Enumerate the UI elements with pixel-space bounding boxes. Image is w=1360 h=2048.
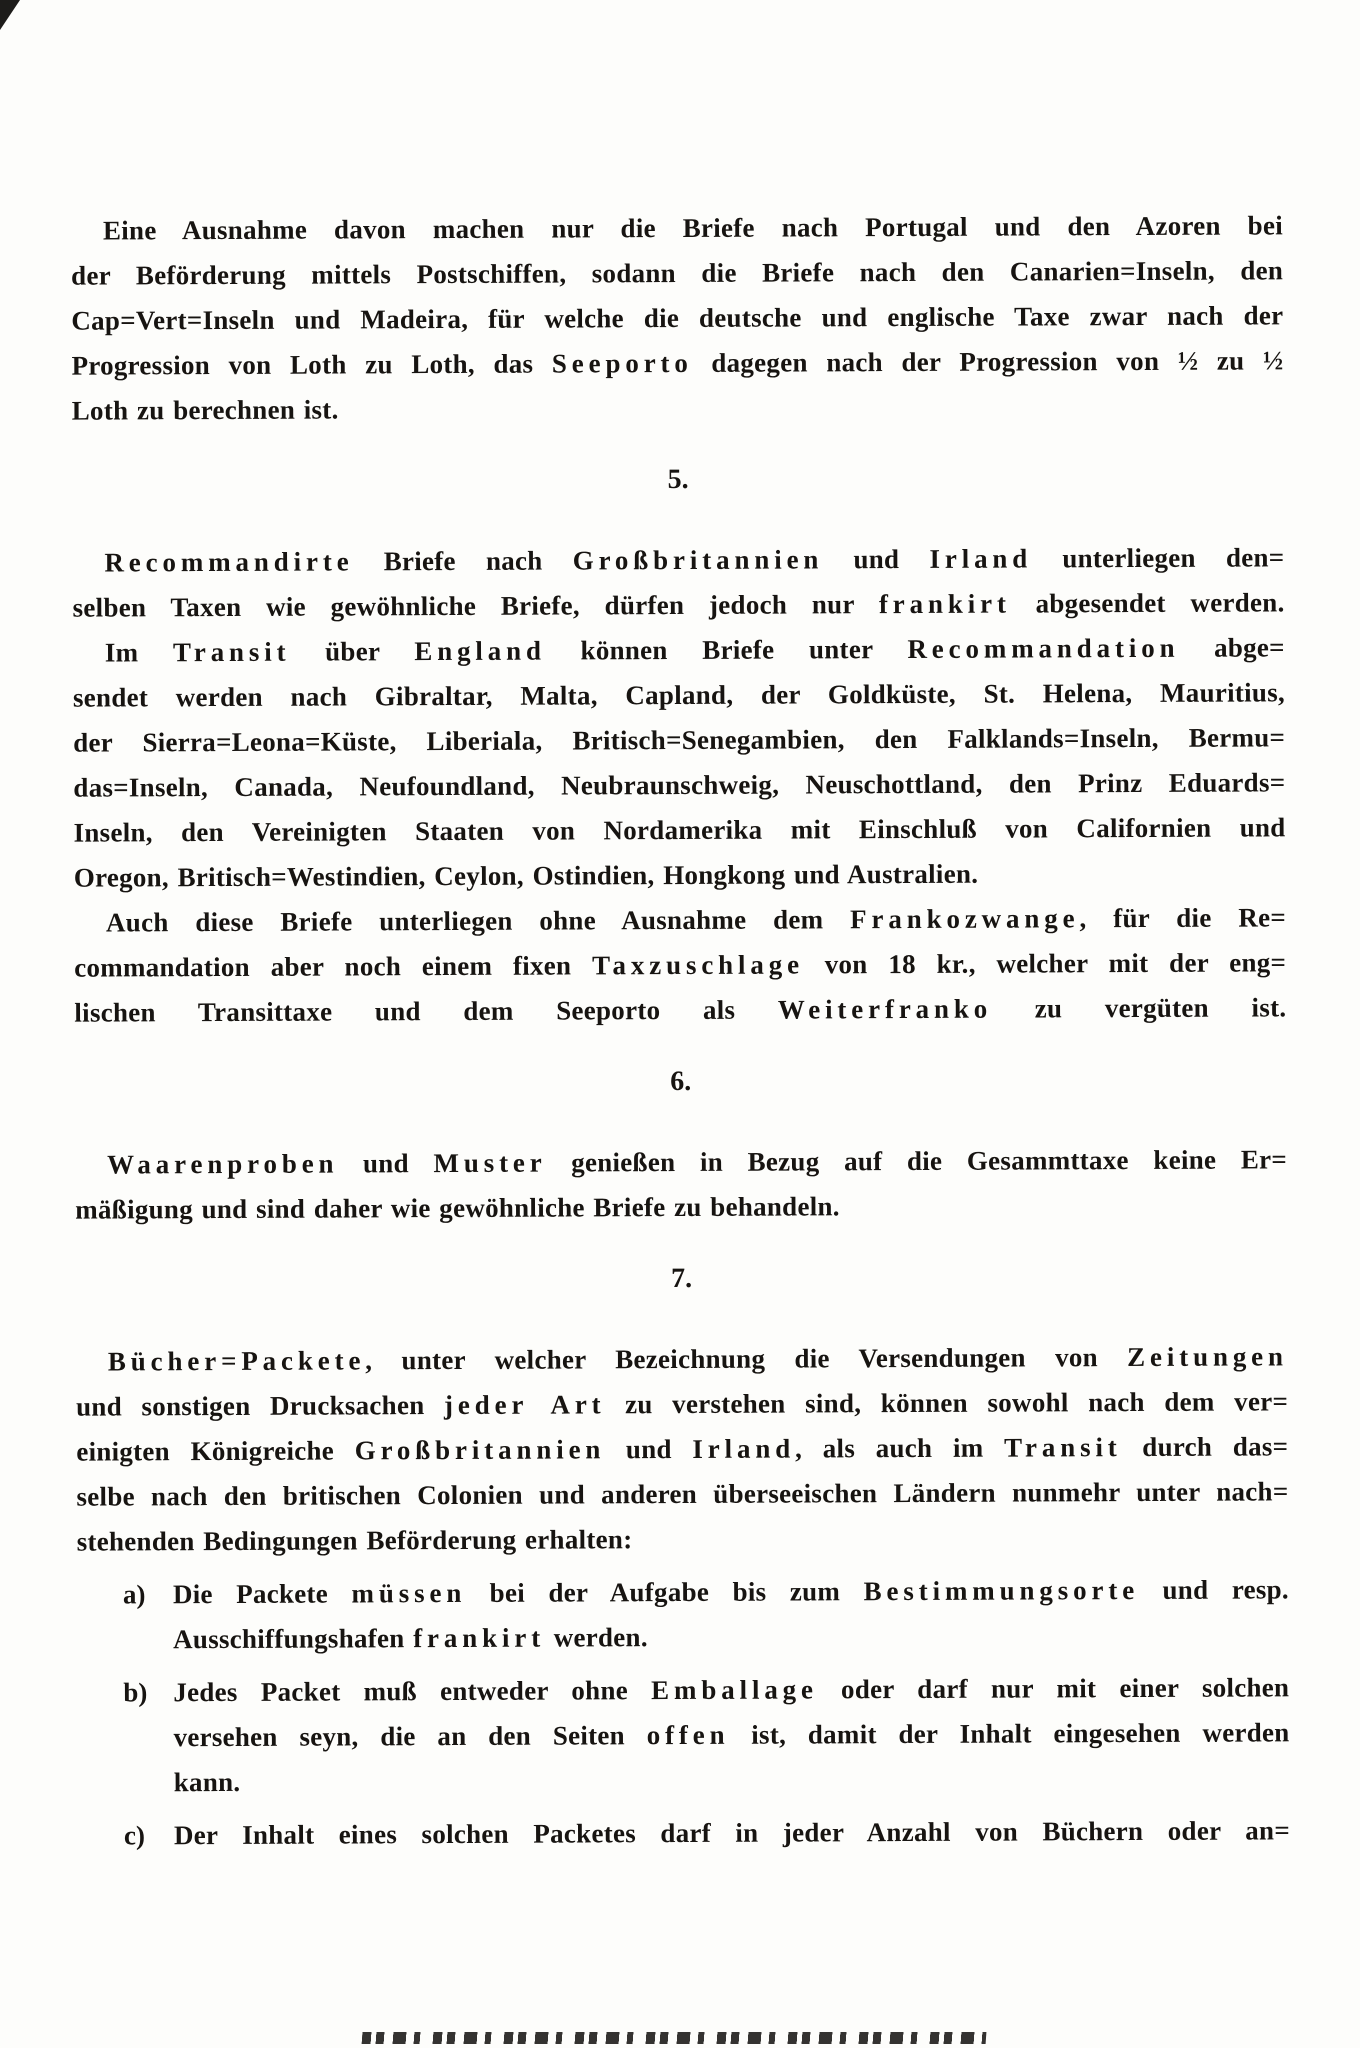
- letterspaced-word: Zeitungen: [1127, 1341, 1288, 1373]
- letterspaced-word: Großbritannien: [354, 1434, 606, 1466]
- letterspaced-word: Waarenproben: [106, 1148, 339, 1180]
- text-line: Oregon, Britisch=Westindien, Ceylon, Ostindien, Hongkong und Australien.: [73, 858, 979, 893]
- section-number: 6.: [670, 1065, 692, 1098]
- text-line: stehenden Bedingungen Beförderung erhalten:: [76, 1524, 633, 1557]
- letterspaced-word: Bestimmungsorte: [863, 1575, 1140, 1607]
- letterspaced-word: Weiterfranko: [777, 993, 993, 1025]
- text-line: Inseln, den Vereinigten Staaten von Nordamerika mit Einschluß von Californien und: [73, 812, 1286, 848]
- list-marker: c): [123, 1820, 146, 1851]
- text-line: selbe nach den britischen Colonien und anderen überseeischen Ländern nunmehr unter nach=: [76, 1476, 1289, 1512]
- list-item: [78, 1808, 1290, 1858]
- text-line: der Beförderung mittels Postschiffen, sodann die Briefe nach den Canarien=Inseln, den: [71, 255, 1284, 291]
- section-number: 5.: [667, 463, 689, 496]
- text-line: der Sierra=Leona=Küste, Liberiala, Britisch=Senegambien, den Falklands=Inseln, Bermu=: [73, 722, 1286, 758]
- letterspaced-word: Irland: [692, 1433, 796, 1464]
- text-line: selben Taxen wie gewöhnliche Briefe, dürfen jedoch nur frankirt abgesendet werden.: [72, 587, 1285, 623]
- text-line: Jedes Packet muß entweder ohne Emballage oder darf nur mit einer solchen: [173, 1672, 1290, 1708]
- text-block: [70, 0, 1290, 1859]
- text-line: sendet werden nach Gibraltar, Malta, Capland, der Goldküste, St. Helena, Mauritius,: [72, 677, 1286, 713]
- text-line: kann.: [173, 1766, 241, 1798]
- text-line: commandation aber noch einem fixen Taxzuschlage von 18 kr., welcher mit der eng=: [74, 947, 1287, 983]
- letterspaced-word: jeder Art: [443, 1389, 606, 1421]
- paragraph: [73, 625, 1286, 900]
- section-number: 7.: [670, 1262, 693, 1295]
- text-line: lischen Transittaxe und dem Seeporto als Weiterfranko zu vergüten ist.: [74, 992, 1287, 1028]
- text-line: das=Inseln, Canada, Neufoundland, Neubraunschweig, Neuschottland, den Prinz Eduards=: [73, 767, 1286, 803]
- cutoff-text-line: [362, 2032, 987, 2044]
- paragraph: [74, 895, 1287, 1035]
- text-line: Ausschiffungshafen frankirt werden.: [173, 1622, 648, 1655]
- letterspaced-word: Seeporto: [551, 347, 693, 379]
- letterspaced-word: Bücher=Packete: [107, 1345, 366, 1377]
- list-marker: b): [123, 1677, 148, 1708]
- letterspaced-word: Irland: [929, 543, 1033, 574]
- text-line: Loth zu berechnen ist.: [71, 394, 339, 426]
- letterspaced-word: offen: [646, 1719, 730, 1751]
- text-line: Die Packete müssen bei der Aufgabe bis zum Bestimmungsorte und resp.: [172, 1574, 1289, 1610]
- list-marker: a): [122, 1579, 146, 1610]
- paragraph: [72, 535, 1284, 630]
- letterspaced-word: Emballage: [651, 1674, 818, 1706]
- list-item: [77, 1567, 1289, 1662]
- scan-corner-artifact: [0, 0, 20, 30]
- text-line: einigten Königreiche Großbritannien und Irland, als auch im Transit durch das=: [76, 1431, 1289, 1467]
- text-line: Bücher=Packete, unter welcher Bezeichnung die Versendungen von Zeitungen: [107, 1341, 1288, 1377]
- text-line: Eine Ausnahme davon machen nur die Briefe nach Portugal und den Azoren bei: [102, 210, 1284, 246]
- text-line: Waarenproben und Muster genießen in Bezug auf die Gesammttaxe keine Er=: [106, 1144, 1288, 1180]
- letterspaced-word: Taxzuschlage: [592, 949, 804, 981]
- letterspaced-word: frankirt: [413, 1622, 546, 1654]
- letterspaced-word: Recommandirte: [104, 546, 354, 578]
- list-item: [77, 1665, 1290, 1805]
- letterspaced-word: Transit: [1004, 1432, 1122, 1463]
- letterspaced-word: Frankozwange: [850, 903, 1080, 935]
- text-line: und sonstigen Drucksachen jeder Art zu verstehen sind, können sowohl nach dem ver=: [76, 1386, 1289, 1422]
- paragraph: [71, 203, 1284, 433]
- text-line: Recommandirte Briefe nach Großbritannien und Irland unterliegen den=: [104, 542, 1285, 578]
- text-line: Der Inhalt eines solchen Packetes darf in jeder Anzahl von Büchern oder an=: [173, 1815, 1291, 1851]
- letterspaced-word: frankirt: [878, 588, 1011, 620]
- text-line: mäßigung und sind daher wie gewöhnliche Briefe zu behandeln.: [75, 1191, 840, 1225]
- letterspaced-word: Muster: [433, 1147, 547, 1179]
- letterspaced-word: England: [414, 635, 546, 667]
- paragraph: [76, 1334, 1289, 1564]
- text-line: Auch diese Briefe unterliegen ohne Ausnahme dem Frankozwange, für die Re=: [105, 902, 1287, 938]
- text-line: Progression von Loth zu Loth, das Seeporto dagegen nach der Progression von ½ zu ½: [71, 345, 1284, 381]
- text-line: Cap=Vert=Inseln und Madeira, für welche die deutsche und englische Taxe zwar nach der: [71, 300, 1284, 336]
- letterspaced-word: Recommandation: [907, 632, 1180, 665]
- text-line: Im Transit über England können Briefe unter Recommandation abge=: [104, 632, 1285, 668]
- letterspaced-word: müssen: [351, 1577, 467, 1609]
- text-line: versehen seyn, die an den Seiten offen ist, damit der Inhalt eingesehen werden: [173, 1717, 1290, 1753]
- paragraph: [75, 1137, 1287, 1232]
- letterspaced-word: Großbritannien: [572, 544, 824, 576]
- letterspaced-word: Transit: [172, 636, 291, 668]
